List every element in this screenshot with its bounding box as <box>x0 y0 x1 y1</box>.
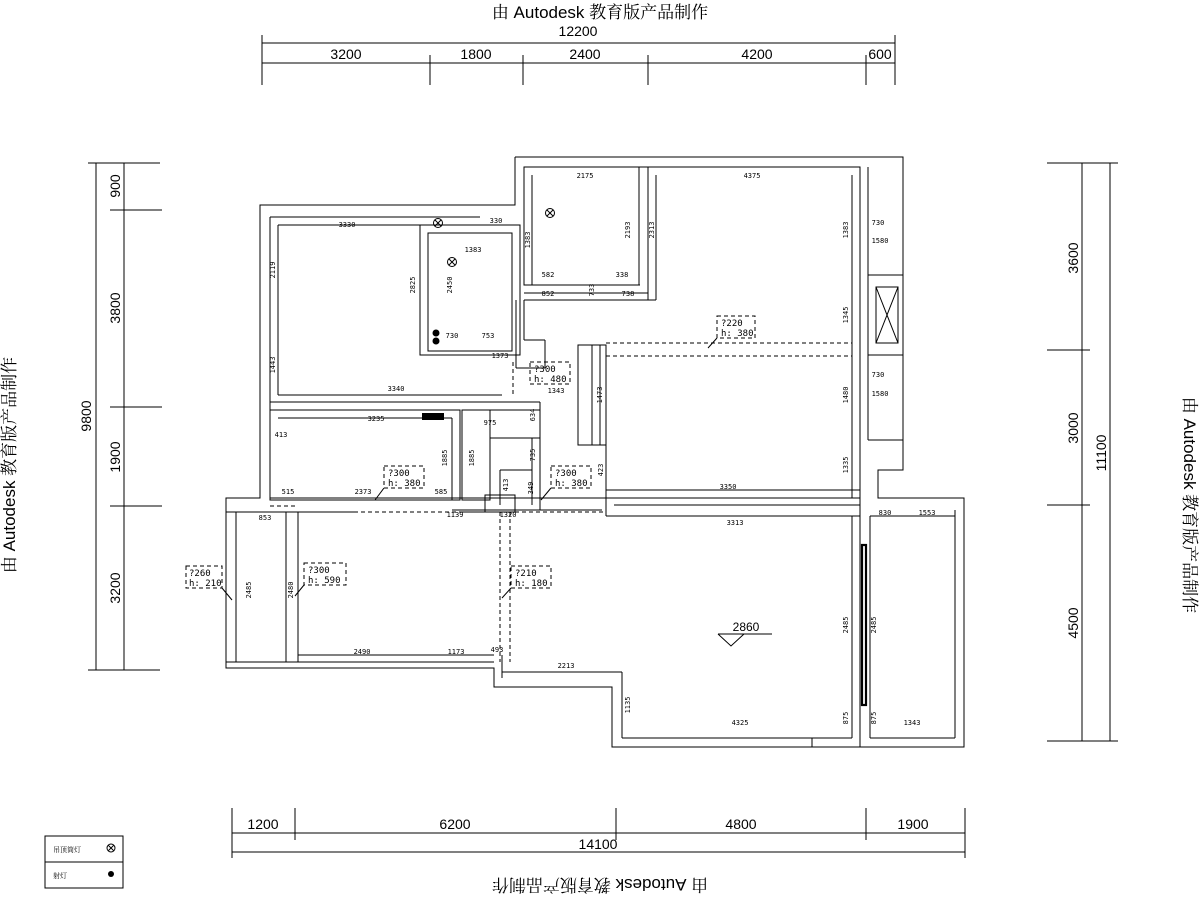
interior-dim: 3330 <box>338 221 356 229</box>
interior-dim: 875 <box>870 711 878 725</box>
interior-dim: 3350 <box>719 483 737 491</box>
interior-dim: 413 <box>502 478 510 492</box>
interior-dim: 349 <box>527 481 535 495</box>
interior-dim: 875 <box>842 711 850 725</box>
height-tag <box>375 466 424 500</box>
filled-dot-icon <box>108 871 114 877</box>
left-total-dim: 9800 <box>78 400 94 432</box>
svg-text:?300: ?300 <box>534 365 556 375</box>
right-dim-1: 3600 <box>1065 242 1081 274</box>
interior-dim: 730 <box>445 332 459 340</box>
interior-dim: 2825 <box>409 276 417 294</box>
interior-dim: 1135 <box>624 696 632 714</box>
interior-dim: 1473 <box>596 386 604 404</box>
interior-dim: 1885 <box>441 449 449 467</box>
watermark-top: 由 Autodesk 教育版产品制作 <box>491 3 709 22</box>
interior-dim: 1139 <box>446 511 464 519</box>
height-tag <box>541 466 591 500</box>
bottom-dim-1: 1200 <box>247 816 279 832</box>
left-dim-2: 3800 <box>107 292 123 324</box>
bottom-dim-2: 6200 <box>439 816 471 832</box>
interior-dim: 2485 <box>842 616 850 634</box>
interior-dim: 1335 <box>842 456 850 474</box>
top-dim-2: 1800 <box>460 46 492 62</box>
interior-dim: 2450 <box>446 276 454 294</box>
top-dim-5: 600 <box>868 46 892 62</box>
svg-text:?300: ?300 <box>555 469 577 479</box>
svg-text:?210: ?210 <box>515 569 537 579</box>
interior-dim: 738 <box>621 290 635 298</box>
interior-dim: 493 <box>490 646 504 654</box>
left-dim-4: 3200 <box>107 572 123 604</box>
height-tag <box>530 362 570 385</box>
interior-dim: 753 <box>481 332 495 340</box>
interior-dim: 3235 <box>367 415 385 423</box>
right-dim-2: 3000 <box>1065 412 1081 444</box>
svg-text:h: 380: h: 380 <box>388 479 421 489</box>
top-dim-3: 2400 <box>569 46 601 62</box>
svg-text:h: 380: h: 380 <box>721 329 754 339</box>
interior-dim: 1580 <box>871 237 889 245</box>
circle-cross-icon <box>546 209 555 218</box>
watermark-right: 由 Autodesk 教育版产品制作 <box>1180 396 1199 614</box>
svg-text:?300: ?300 <box>308 566 330 576</box>
height-tag <box>186 566 232 600</box>
watermark-bottom: 由 Autodesk 教育版产品制作 <box>491 875 709 894</box>
interior-dim: 1553 <box>918 509 936 517</box>
svg-text:?300: ?300 <box>388 469 410 479</box>
interior-dim: 423 <box>597 463 605 477</box>
top-dimension-chain <box>262 23 895 85</box>
level-value: 2860 <box>732 620 760 634</box>
interior-dim: 2213 <box>557 662 575 670</box>
interior-dimension-labels <box>245 172 935 727</box>
walls <box>226 157 964 747</box>
interior-dim: 2485 <box>870 616 878 634</box>
interior-dim: 585 <box>434 488 448 496</box>
interior-dim: 1580 <box>871 390 889 398</box>
bottom-dim-3: 4800 <box>725 816 757 832</box>
interior-dim: 582 <box>541 271 555 279</box>
height-tag <box>295 563 346 596</box>
right-dimension-chain <box>1047 163 1118 741</box>
bottom-dim-4: 1900 <box>897 816 929 832</box>
interior-dim: 1383 <box>842 221 850 239</box>
interior-dim: 3340 <box>387 385 405 393</box>
interior-dim: 730 <box>871 219 885 227</box>
right-total-dim: 11100 <box>1093 434 1109 472</box>
circle-cross-icon <box>107 844 115 852</box>
legend <box>45 836 123 888</box>
interior-dim: 1320 <box>499 511 517 519</box>
circle-cross-icon <box>448 258 457 267</box>
interior-dim: 1343 <box>903 719 921 727</box>
interior-dim: 852 <box>541 290 555 298</box>
level-marker <box>718 620 772 646</box>
interior-dim: 735 <box>529 448 537 462</box>
interior-dim: 733 <box>588 283 596 297</box>
interior-dim: 2193 <box>624 221 632 239</box>
interior-dim: 1173 <box>447 648 465 656</box>
svg-text:?220: ?220 <box>721 319 743 329</box>
height-tag <box>502 566 551 598</box>
interior-dim: 1443 <box>269 356 277 374</box>
interior-dim: 2373 <box>354 488 372 496</box>
interior-dim: 975 <box>483 419 497 427</box>
svg-text:h: 380: h: 380 <box>555 479 588 489</box>
interior-dim: 338 <box>615 271 629 279</box>
svg-text:h: 210: h: 210 <box>189 579 222 589</box>
legend-label-downlight: 吊顶筒灯 <box>53 846 81 854</box>
interior-dim: 330 <box>489 217 503 225</box>
interior-dim: 4375 <box>743 172 761 180</box>
interior-dim: 1383 <box>464 246 482 254</box>
interior-dim: 2119 <box>269 261 277 279</box>
left-dimension-chain <box>78 163 162 670</box>
interior-dim: 730 <box>871 371 885 379</box>
legend-label-spotlight: 射灯 <box>53 872 67 880</box>
light-fixtures <box>433 209 555 345</box>
interior-dim: 515 <box>281 488 295 496</box>
top-dim-4: 4200 <box>741 46 773 62</box>
watermark-left: 由 Autodesk 教育版产品制作 <box>0 356 19 574</box>
bottom-total-dim: 14100 <box>578 836 618 852</box>
top-total-dim: 12200 <box>558 23 598 39</box>
svg-text:h: 480: h: 480 <box>534 375 567 385</box>
filled-dot-icon <box>433 330 440 337</box>
interior-dim: 2480 <box>287 581 295 599</box>
interior-dim: 1345 <box>842 306 850 324</box>
interior-dim: 413 <box>274 431 288 439</box>
interior-dim: 1383 <box>524 231 532 249</box>
interior-dim: 2313 <box>648 221 656 239</box>
svg-text:h: 590: h: 590 <box>308 576 341 586</box>
interior-dim: 1343 <box>547 387 565 395</box>
interior-dim: 853 <box>258 514 272 522</box>
svg-text:h: 180: h: 180 <box>515 579 548 589</box>
top-dim-1: 3200 <box>330 46 362 62</box>
interior-dim: 2175 <box>576 172 594 180</box>
left-dim-1: 900 <box>107 174 123 198</box>
right-dim-3: 4500 <box>1065 607 1081 639</box>
interior-dim: 1373 <box>491 352 509 360</box>
bottom-dimension-chain <box>232 808 965 858</box>
left-dim-3: 1900 <box>107 441 123 473</box>
interior-dim: 1885 <box>468 449 476 467</box>
interior-dim: 634 <box>529 408 537 422</box>
filled-dot-icon <box>433 338 440 345</box>
interior-dim: 2490 <box>353 648 371 656</box>
interior-dim: 4325 <box>731 719 749 727</box>
interior-dim: 3313 <box>726 519 744 527</box>
interior-dim: 2485 <box>245 581 253 599</box>
interior-dim: 1480 <box>842 386 850 404</box>
circle-cross-icon <box>434 219 443 228</box>
interior-dim: 830 <box>878 509 892 517</box>
svg-text:?260: ?260 <box>189 569 211 579</box>
